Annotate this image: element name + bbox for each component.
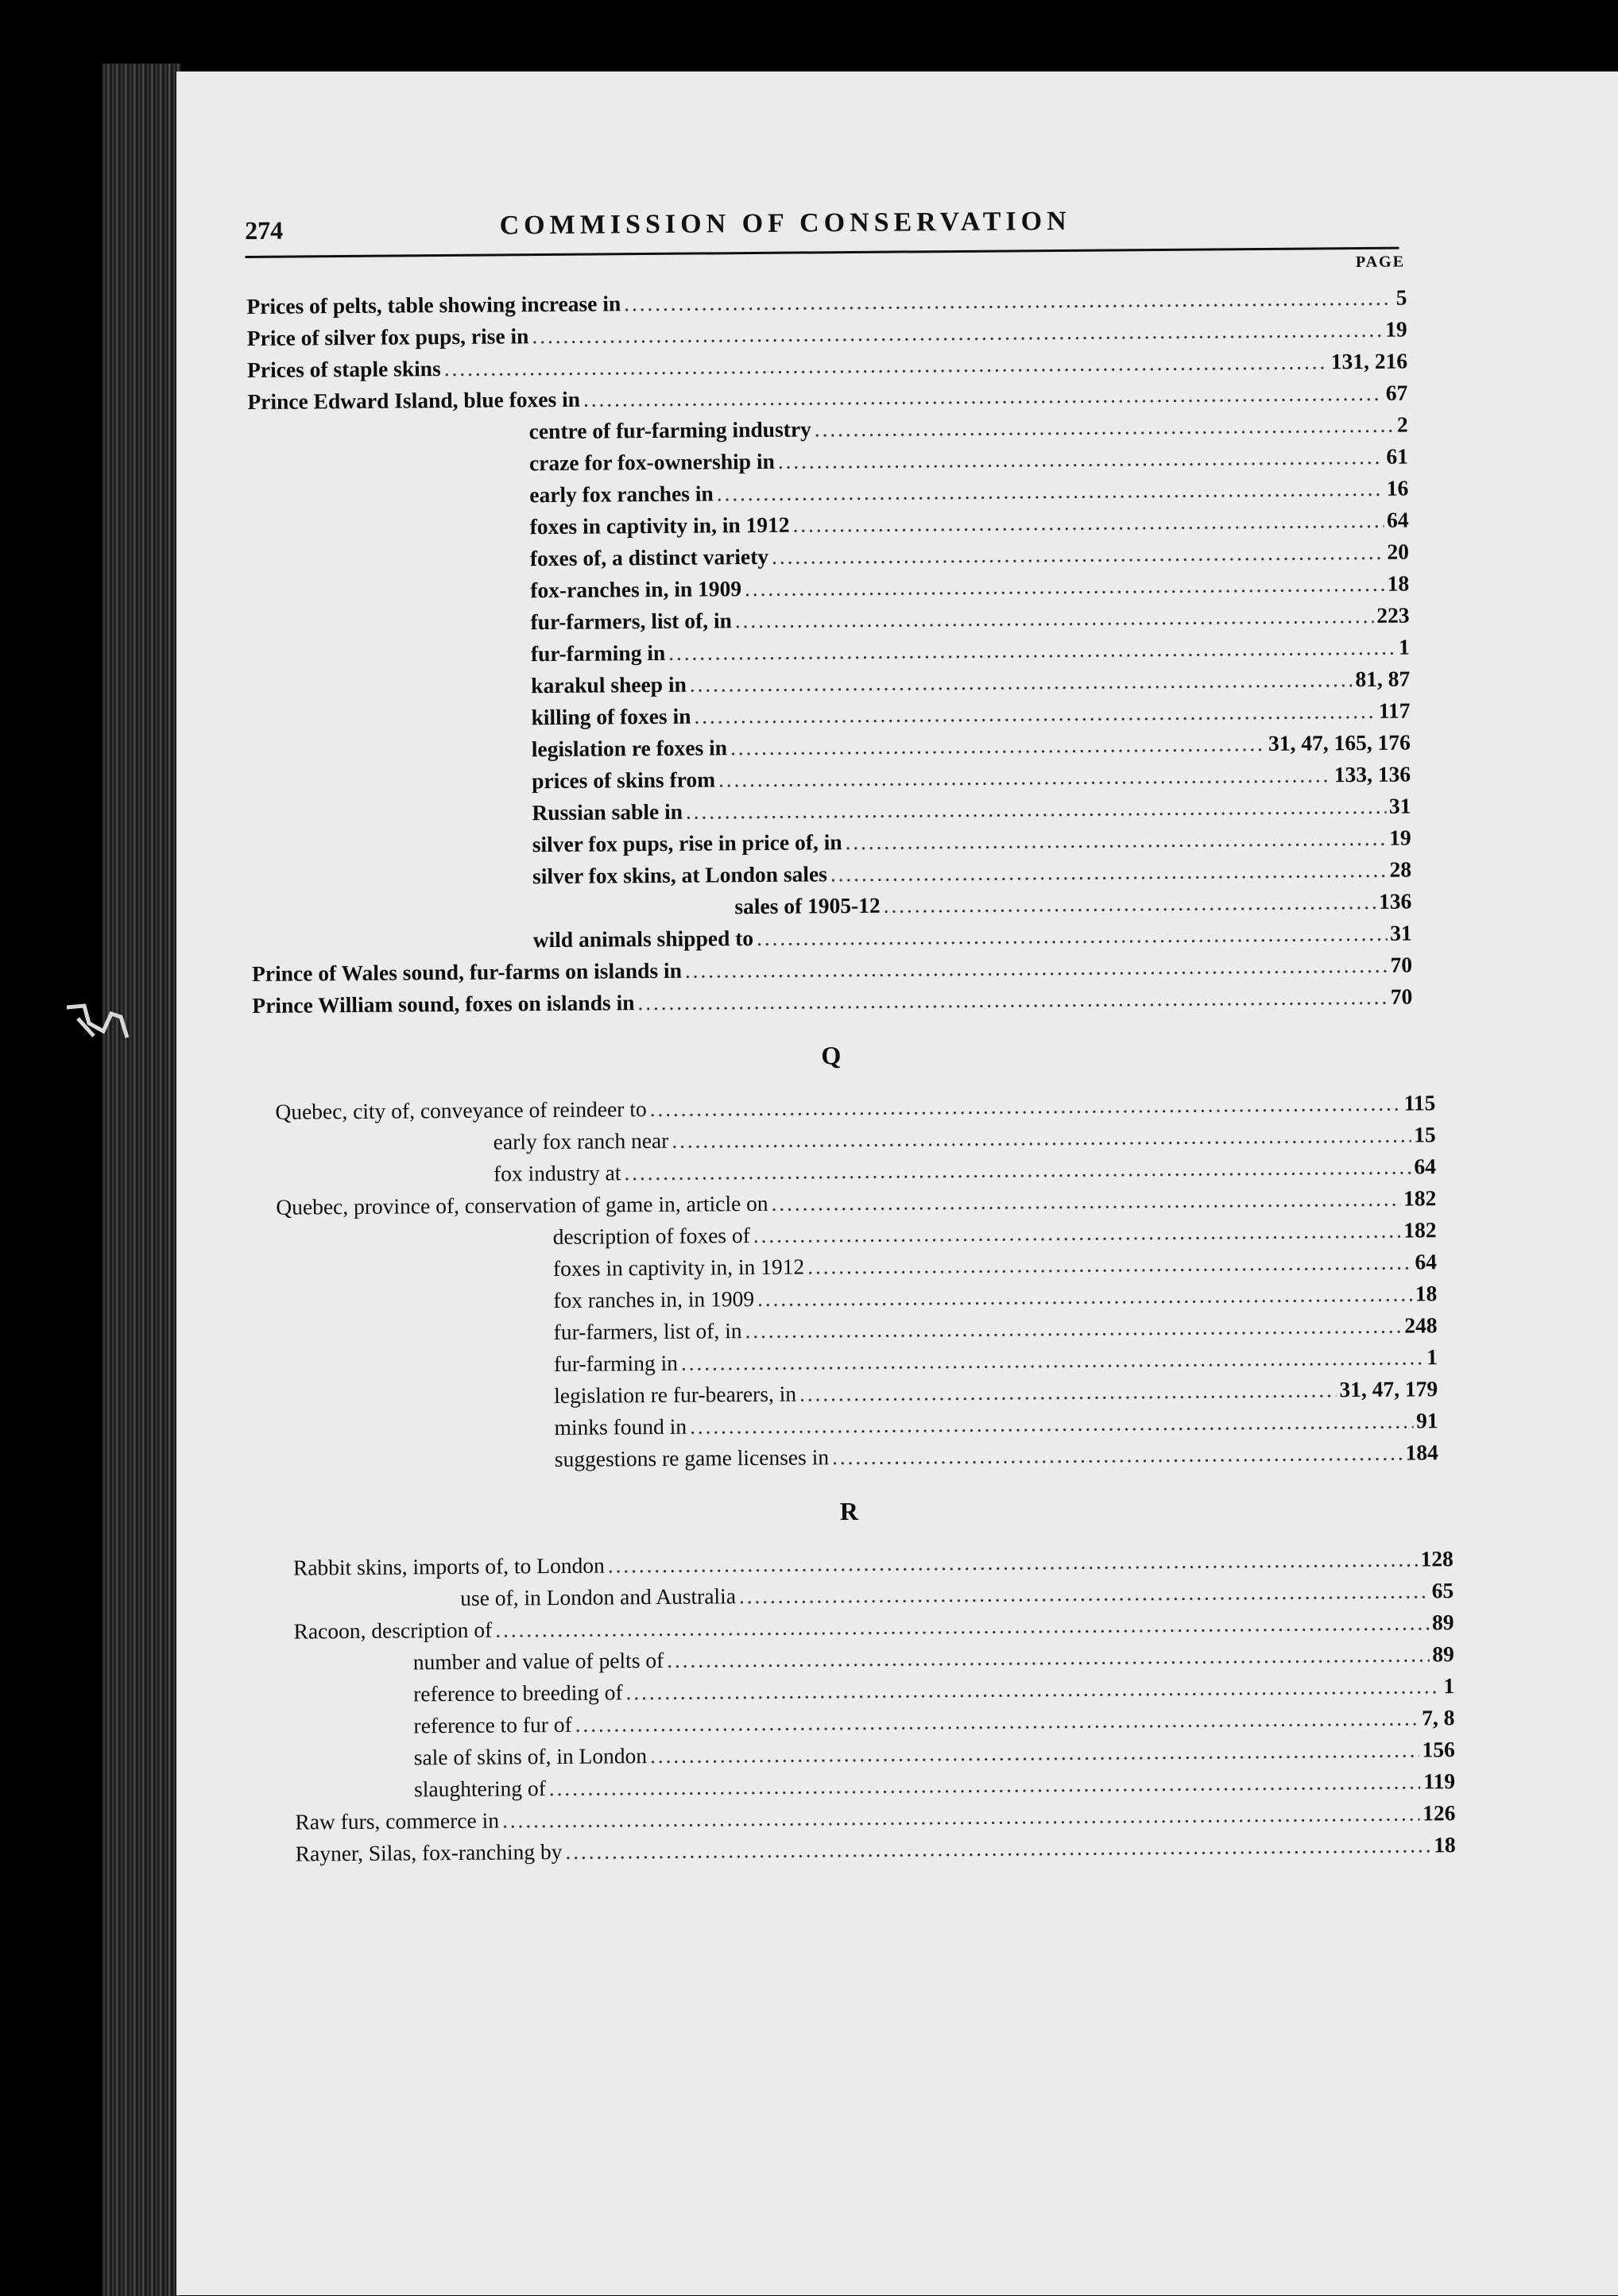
section-letter: R — [839, 1497, 859, 1526]
entry-text: description of foxes of — [552, 1223, 750, 1250]
dot-leader — [745, 1310, 1401, 1347]
dot-leader — [685, 949, 1388, 987]
index-sections — [246, 282, 1456, 1870]
entry-text: number and value of pelts of — [412, 1647, 664, 1675]
entry-pages: 19 — [1385, 316, 1407, 342]
entry-text: killing of foxes in — [531, 703, 691, 730]
margin-pencil-mark — [62, 999, 134, 1047]
entry-text: wild animals shipped to — [532, 926, 754, 953]
entry-pages: 5 — [1395, 284, 1407, 310]
entry-pages: 7, 8 — [1422, 1705, 1455, 1730]
entry-text: Rabbit skins, imports of, to London — [292, 1552, 605, 1580]
entry-text: fur-farmers, list of, in — [553, 1318, 742, 1345]
entry-text: legislation re fur-bearers, in — [554, 1381, 797, 1409]
page-number: 274 — [245, 215, 284, 245]
dot-leader — [730, 728, 1265, 763]
dot-leader — [690, 663, 1353, 701]
entry-pages: 28 — [1389, 856, 1412, 882]
page-column-label: PAGE — [1355, 253, 1406, 272]
entry-text: Prices of staple skins — [246, 356, 441, 382]
entry-pages: 89 — [1432, 1641, 1454, 1667]
entry-pages: 15 — [1414, 1122, 1436, 1147]
entry-pages: 61 — [1386, 443, 1409, 469]
entry-pages: 131, 216 — [1330, 348, 1408, 374]
dot-leader — [778, 441, 1384, 477]
entry-text: fox ranches in, in 1909 — [553, 1286, 755, 1313]
entry-pages: 65 — [1431, 1578, 1454, 1603]
index-content — [246, 253, 1456, 1870]
entry-pages: 20 — [1387, 539, 1410, 564]
entry-text: slaughtering of — [413, 1776, 546, 1802]
dot-leader — [815, 409, 1394, 446]
entry-text: use of, in London and Australia — [460, 1583, 737, 1610]
entry-pages: 31 — [1388, 793, 1411, 818]
entry-pages: 117 — [1378, 698, 1411, 723]
entry-pages: 64 — [1414, 1154, 1437, 1179]
entry-text: fur-farmers, list of, in — [530, 608, 732, 635]
entry-pages: 31, 47, 165, 176 — [1268, 729, 1411, 756]
page-header — [245, 199, 1399, 258]
entry-text: fur-farming in — [530, 640, 666, 667]
entry-pages: 70 — [1390, 984, 1413, 1009]
entry-pages: 70 — [1390, 952, 1413, 977]
entry-pages: 119 — [1423, 1768, 1456, 1794]
entry-pages: 64 — [1415, 1249, 1438, 1274]
entry-text: Prince William sound, foxes on islands in — [252, 990, 635, 1018]
dot-leader — [757, 918, 1387, 954]
entry-pages: 1 — [1426, 1344, 1438, 1370]
entry-pages: 31, 47, 179 — [1339, 1376, 1438, 1402]
entry-pages: 89 — [1431, 1610, 1454, 1635]
dot-leader — [757, 1278, 1412, 1315]
dot-leader — [884, 886, 1376, 922]
entry-text: reference to breeding of — [413, 1679, 623, 1707]
entry-text: Prince of Wales sound, fur-farms on islands in — [251, 957, 683, 986]
entry-pages: 136 — [1378, 888, 1412, 914]
entry-text: Russian sable in — [532, 798, 683, 825]
dot-leader — [832, 1437, 1403, 1474]
entry-text: prices of skins from — [532, 767, 716, 794]
entry-pages: 31 — [1390, 920, 1412, 945]
entry-pages: 223 — [1376, 602, 1410, 628]
entry-pages: 182 — [1403, 1185, 1437, 1211]
entry-pages: 128 — [1420, 1546, 1453, 1571]
entry-text: reference to fur of — [413, 1711, 572, 1738]
entry-text: Raw furs, commerce in — [295, 1807, 500, 1834]
entry-pages: 18 — [1415, 1281, 1438, 1306]
dot-leader — [745, 568, 1384, 605]
entry-text: silver fox skins, at London sales — [532, 861, 828, 889]
dot-leader — [718, 759, 1331, 795]
entry-text: Racoon, description of — [293, 1617, 493, 1644]
dot-leader — [807, 1247, 1412, 1283]
entry-text: foxes in captivity in, in 1912 — [529, 512, 790, 539]
entry-pages: 115 — [1403, 1090, 1436, 1115]
entry-text: Quebec, city of, conveyance of reindeer to — [275, 1096, 647, 1124]
entry-text: early fox ranch near — [493, 1127, 669, 1154]
entry-text: Rayner, Silas, fox-ranching by — [295, 1838, 563, 1866]
entry-pages: 184 — [1405, 1440, 1438, 1465]
entry-pages: 182 — [1403, 1217, 1437, 1243]
entry-text: fox industry at — [493, 1160, 621, 1186]
entry-text: Price of silver fox pups, rise in — [246, 323, 529, 350]
dot-leader — [717, 473, 1384, 510]
entry-pages: 91 — [1415, 1408, 1438, 1433]
entry-text: sales of 1905-12 — [734, 892, 881, 919]
entry-text: foxes in captivity in, in 1912 — [552, 1254, 805, 1281]
dot-leader — [830, 854, 1387, 890]
entry-text: Quebec, province of, conservation of game in, article on — [276, 1190, 768, 1220]
dot-leader — [690, 1405, 1413, 1443]
entry-pages: 16 — [1386, 475, 1409, 501]
entry-text: fox-ranches in, in 1909 — [530, 576, 742, 603]
dot-leader — [694, 695, 1376, 732]
entry-pages: 126 — [1423, 1800, 1456, 1826]
index-section — [292, 1468, 1456, 1869]
entry-text: foxes of, a distinct variety — [529, 543, 769, 571]
running-title: COMMISSION OF CONSERVATION — [499, 206, 1071, 241]
entry-text: silver fox pups, rise in price of, in — [532, 829, 842, 857]
entry-text: early fox ranches in — [529, 481, 714, 508]
entry-text: sale of skins of, in London — [413, 1743, 648, 1770]
entry-pages: 81, 87 — [1355, 666, 1411, 692]
entry-pages: 133, 136 — [1333, 761, 1411, 787]
dot-leader — [565, 1829, 1430, 1868]
entry-pages: 67 — [1385, 380, 1408, 405]
entry-text: karakul sheep in — [531, 671, 687, 698]
entry-pages: 156 — [1422, 1737, 1455, 1762]
book-binding-edge — [102, 64, 181, 2296]
entry-text: Prince Edward Island, blue foxes in — [247, 386, 581, 414]
entry-text: fur-farming in — [553, 1350, 679, 1377]
dot-leader — [845, 822, 1386, 858]
entry-pages: 18 — [1387, 570, 1410, 596]
entry-pages: 19 — [1389, 825, 1411, 850]
entry-text: minks found in — [554, 1413, 687, 1440]
index-section — [275, 1012, 1438, 1477]
entry-pages: 18 — [1434, 1832, 1456, 1857]
dot-leader — [686, 790, 1386, 828]
entry-text: legislation re foxes in — [531, 735, 728, 762]
entry-text: craze for fox-ownership in — [528, 448, 775, 476]
entry-pages: 1 — [1443, 1673, 1455, 1699]
entry-pages: 1 — [1398, 634, 1410, 659]
section-letter: Q — [821, 1041, 842, 1070]
dot-leader — [753, 1215, 1401, 1251]
dot-leader — [771, 1183, 1400, 1220]
dot-leader — [637, 981, 1388, 1019]
index-section — [246, 282, 1412, 1022]
dot-leader — [792, 504, 1384, 541]
dot-leader — [799, 1374, 1337, 1409]
dot-leader — [735, 600, 1374, 636]
entry-text: Prices of pelts, table showing increase in — [246, 291, 621, 319]
entry-pages: 248 — [1404, 1312, 1438, 1338]
dot-leader — [772, 536, 1384, 573]
entry-text: centre of fur-farming industry — [528, 416, 811, 444]
entry-pages: 2 — [1396, 412, 1408, 437]
entry-text: suggestions re game licenses in — [554, 1444, 830, 1471]
entry-pages: 64 — [1386, 507, 1409, 532]
dot-leader — [739, 1575, 1429, 1612]
